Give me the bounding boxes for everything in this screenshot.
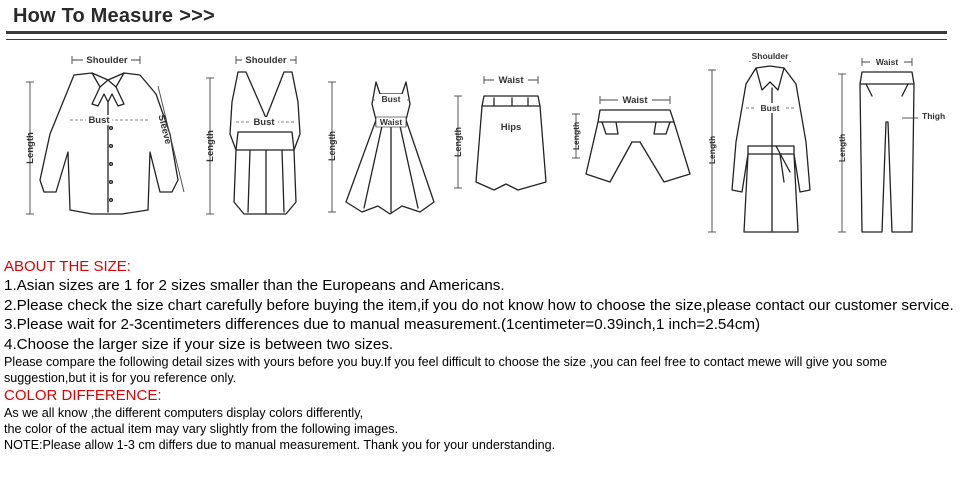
length-label-coat: Length — [707, 135, 717, 165]
thigh-label: Thigh — [922, 111, 946, 121]
shoulder-label-top: Shoulder — [245, 55, 287, 66]
shorts-diagram — [571, 94, 690, 182]
color-line-3: NOTE:Please allow 1-3 cm differs due to manual measurement. Thank you for your understanding. — [4, 438, 556, 453]
measurement-diagrams — [0, 42, 974, 257]
about-size-heading: ABOUT THE SIZE: — [4, 258, 131, 275]
length-label-trousers: Length — [837, 133, 847, 163]
color-difference-heading: COLOR DIFFERENCE: — [4, 387, 162, 405]
shoulder-label-blouse: Shoulder — [86, 55, 128, 66]
hips-label: Hips — [500, 122, 522, 133]
length-label-top: Length — [205, 130, 216, 162]
sleeveless-top-diagram — [205, 54, 300, 214]
length-label-skirt: Length — [453, 127, 463, 157]
bust-label-top: Bust — [253, 117, 275, 128]
length-label-dress: Length — [327, 131, 337, 161]
page-title-text: How To Measure — [13, 5, 174, 27]
color-line-1: As we all know ,the different computers display colors differently, — [4, 406, 364, 421]
size-info-text — [4, 257, 966, 453]
page-title — [13, 5, 215, 28]
waist-label-shorts: Waist — [622, 95, 648, 106]
compare-note: Please compare the following detail sizes with yours before you buy.If you feel difficult to choose the size ,you can feel free to contact mewe will give you some suggestion,but it is for you reference only. — [4, 355, 887, 386]
bust-label-blouse: Bust — [88, 115, 110, 126]
waist-label-dress: Waist — [379, 117, 403, 127]
waist-label-trousers: Waist — [875, 57, 899, 67]
trousers-diagram — [837, 56, 945, 232]
about-size-line-4: 4.Choose the larger size if your size is between two sizes. — [4, 335, 394, 353]
blouse-diagram — [25, 54, 184, 214]
sleeve-label: Sleeve — [155, 113, 174, 146]
about-size-line-2: 2.Please check the size chart carefully before buying the item,if you do not know how to choose the size,please contact our customer service. — [4, 296, 954, 314]
about-size-line-1: 1.Asian sizes are 1 for 2 sizes smaller than the Europeans and Americans. — [4, 277, 505, 294]
about-size-line-3: 3.Please wait for 2-3centimeters differences due to manual measurement.(1centimeter=0.39inch,1 inch=2.54cm) — [4, 316, 761, 334]
bust-label-dress: Bust — [381, 94, 401, 104]
coat-diagram — [707, 51, 810, 232]
header-rule-thin — [6, 39, 947, 40]
length-label-blouse: Length — [25, 132, 36, 164]
color-line-2: the color of the actual item may vary slightly from the following images. — [4, 422, 399, 437]
shoulder-label-coat: Shoulder — [751, 51, 789, 61]
title-arrows: >>> — [179, 5, 215, 27]
header-rule — [6, 31, 947, 34]
waist-label-skirt: Waist — [498, 75, 524, 86]
dress-diagram — [327, 82, 434, 214]
length-label-shorts: Length — [571, 121, 581, 151]
skirt-diagram — [453, 74, 546, 190]
bust-label-coat: Bust — [760, 103, 780, 113]
